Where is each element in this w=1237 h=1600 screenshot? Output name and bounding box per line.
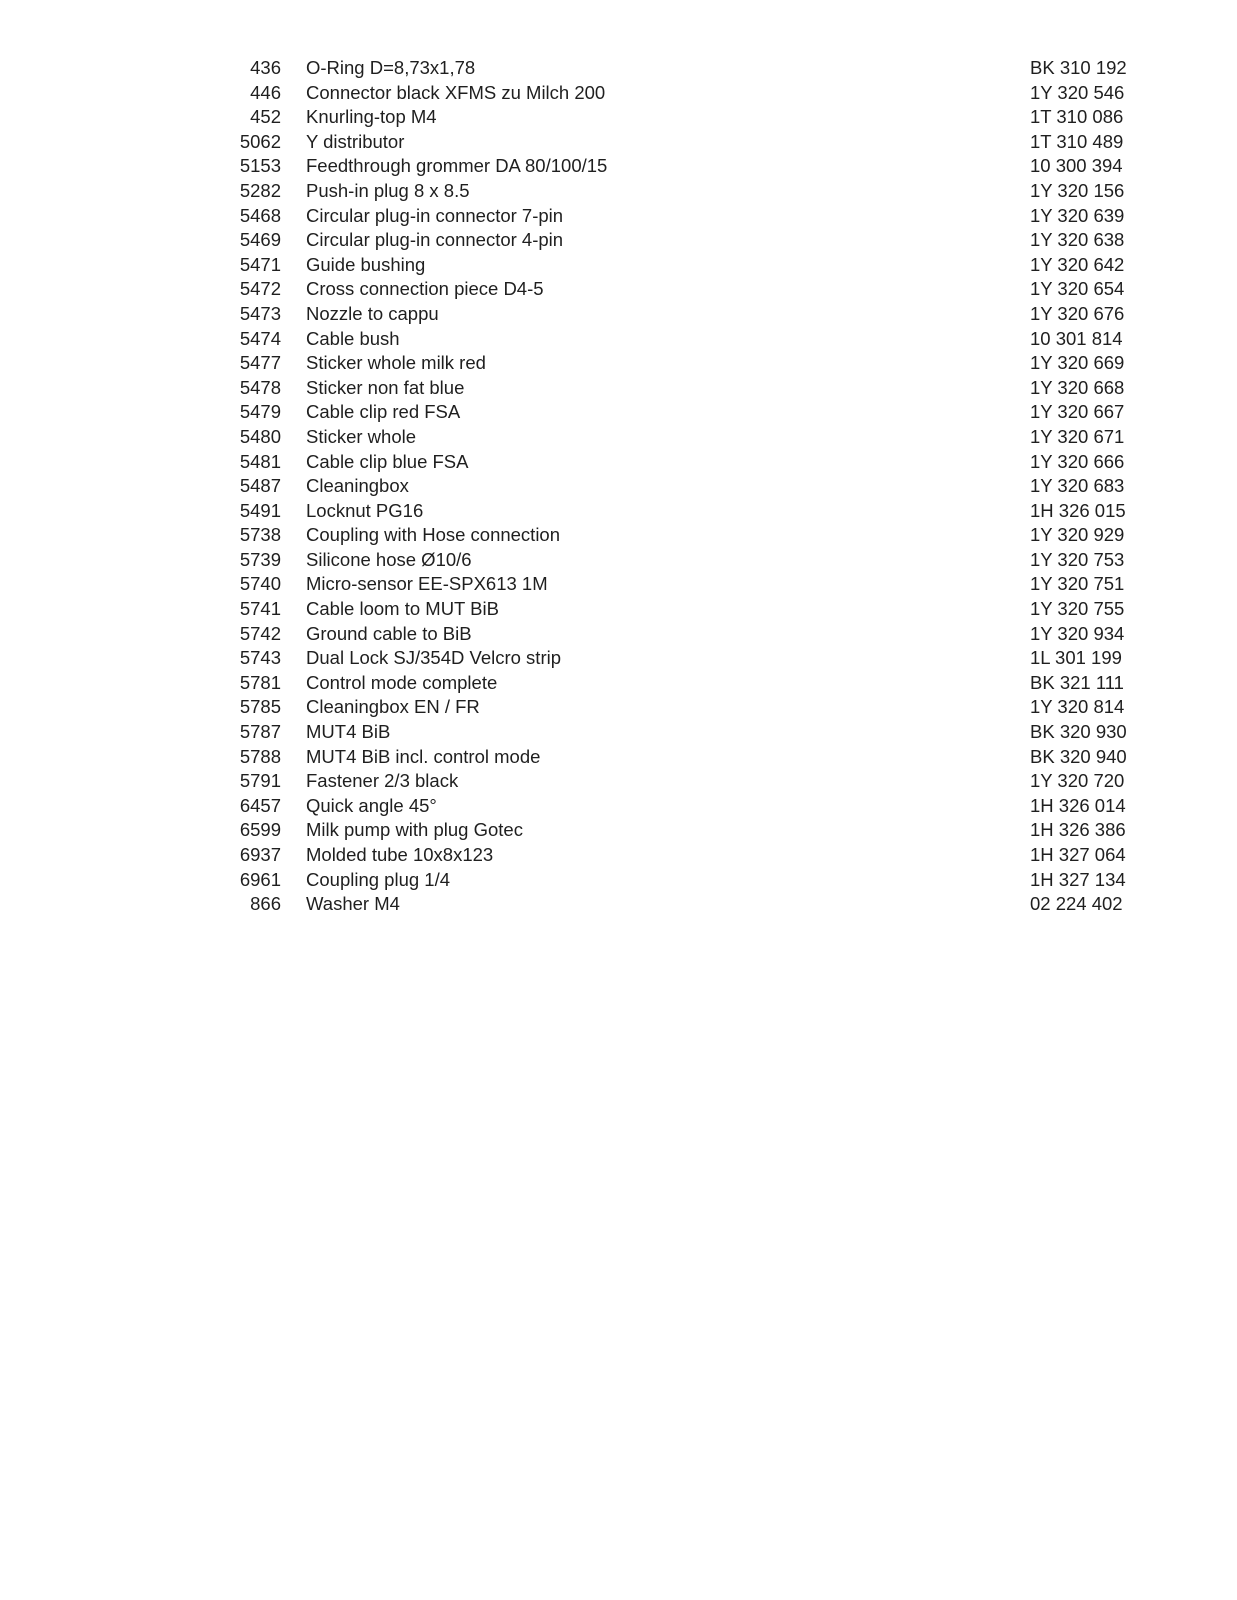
part-article-number: BK 320 940 — [1030, 745, 1127, 767]
part-row — [0, 892, 1237, 917]
part-row — [0, 376, 1237, 401]
part-description: Cleaningbox EN / FR — [306, 696, 480, 718]
part-description: Fastener 2/3 black — [306, 770, 459, 792]
part-article-number: 1Y 320 666 — [1030, 450, 1125, 472]
part-row — [0, 327, 1237, 352]
part-position-number: 5781 — [239, 671, 281, 693]
part-description: Quick angle 45° — [306, 794, 437, 816]
part-position-number: 5740 — [239, 573, 281, 595]
part-row — [0, 523, 1237, 548]
part-description: MUT4 BiB incl. control mode — [306, 745, 541, 767]
part-position-number: 5478 — [239, 376, 281, 398]
part-article-number: 1Y 320 639 — [1030, 204, 1125, 226]
part-position-number: 6457 — [239, 794, 281, 816]
part-position-number: 5479 — [239, 401, 281, 423]
part-position-number: 5487 — [239, 475, 281, 497]
part-row — [0, 130, 1237, 155]
part-row — [0, 253, 1237, 278]
part-article-number: BK 310 192 — [1030, 57, 1127, 78]
part-position-number: 5743 — [239, 647, 281, 669]
part-article-number: 1Y 320 676 — [1030, 302, 1125, 324]
part-row — [0, 572, 1237, 597]
part-position-number: 6961 — [239, 868, 281, 890]
part-article-number: 1H 326 015 — [1030, 499, 1126, 521]
part-position-number: 5741 — [239, 598, 281, 620]
part-article-number: BK 321 111 — [1030, 671, 1124, 693]
part-description: Cable clip blue FSA — [306, 450, 469, 472]
part-row — [0, 400, 1237, 425]
part-position-number: 5738 — [239, 524, 281, 546]
part-row — [0, 425, 1237, 450]
part-article-number: 1Y 320 755 — [1030, 598, 1125, 620]
part-article-number: 1Y 320 753 — [1030, 548, 1125, 570]
part-article-number: 1Y 320 751 — [1030, 573, 1125, 595]
part-row — [0, 843, 1237, 868]
part-position-number: 5787 — [239, 721, 281, 743]
part-position-number: 5491 — [239, 499, 281, 521]
part-position-number: 6599 — [239, 819, 281, 841]
part-description: Silicone hose Ø10/6 — [306, 548, 472, 570]
part-article-number: 1H 327 064 — [1030, 844, 1126, 865]
part-description: Cleaningbox — [306, 475, 409, 497]
part-position-number: 452 — [250, 106, 281, 128]
part-position-number: 5469 — [239, 229, 281, 251]
part-article-number: 1T 310 489 — [1030, 130, 1124, 152]
part-row — [0, 769, 1237, 794]
part-article-number: 10 301 814 — [1030, 327, 1123, 349]
part-row — [0, 105, 1237, 130]
part-description: Cross connection piece D4-5 — [306, 278, 544, 300]
part-article-number: 1T 310 086 — [1030, 106, 1124, 128]
part-row — [0, 794, 1237, 819]
part-article-number: 1H 326 014 — [1030, 794, 1126, 816]
part-row — [0, 868, 1237, 893]
part-description: Cable bush — [306, 327, 400, 349]
part-article-number: 02 224 402 — [1030, 893, 1123, 915]
part-row — [0, 228, 1237, 253]
part-description: Connector black XFMS zu Milch 200 — [306, 81, 606, 103]
part-row — [0, 597, 1237, 622]
part-position-number: 436 — [250, 57, 281, 78]
part-description: Feedthrough grommer DA 80/100/15 — [306, 155, 608, 177]
part-article-number: 1Y 320 669 — [1030, 352, 1125, 374]
part-position-number: 5477 — [239, 352, 281, 374]
part-row — [0, 548, 1237, 573]
part-article-number: 1Y 320 929 — [1030, 524, 1125, 546]
part-position-number: 5480 — [239, 425, 281, 447]
part-article-number: 1H 326 386 — [1030, 819, 1126, 841]
part-article-number: 1Y 320 667 — [1030, 401, 1125, 423]
part-article-number: 1L 301 199 — [1030, 647, 1122, 669]
part-article-number: 1Y 320 814 — [1030, 696, 1125, 718]
part-description: Push-in plug 8 x 8.5 — [306, 179, 470, 201]
part-position-number: 5473 — [239, 302, 281, 324]
part-position-number: 5474 — [239, 327, 281, 349]
part-description: Nozzle to cappu — [306, 302, 439, 324]
part-description: Molded tube 10x8x123 — [306, 844, 494, 865]
part-description: Control mode complete — [306, 671, 498, 693]
part-article-number: 1Y 320 654 — [1030, 278, 1125, 300]
part-article-number: 1Y 320 683 — [1030, 475, 1125, 497]
part-description: Ground cable to BiB — [306, 622, 472, 644]
part-article-number: 1H 327 134 — [1030, 868, 1126, 890]
part-description: Washer M4 — [306, 893, 400, 915]
part-position-number: 5739 — [239, 548, 281, 570]
part-description: Circular plug-in connector 7-pin — [306, 204, 564, 226]
part-position-number: 5282 — [239, 179, 281, 201]
part-row — [0, 204, 1237, 229]
part-article-number: BK 320 930 — [1030, 721, 1127, 743]
part-description: Cable clip red FSA — [306, 401, 461, 423]
part-article-number: 1Y 320 642 — [1030, 253, 1125, 275]
part-description: Circular plug-in connector 4-pin — [306, 229, 564, 251]
part-article-number: 1Y 320 671 — [1030, 425, 1125, 447]
part-description: MUT4 BiB — [306, 721, 391, 743]
part-description: Y distributor — [306, 130, 405, 152]
part-description: Sticker whole milk red — [306, 352, 486, 374]
part-row — [0, 56, 1237, 81]
part-row — [0, 818, 1237, 843]
part-description: Coupling with Hose connection — [306, 524, 561, 546]
part-position-number: 5788 — [239, 745, 281, 767]
part-position-number: 446 — [250, 81, 281, 103]
part-description: Milk pump with plug Gotec — [306, 819, 523, 841]
part-position-number: 5062 — [239, 130, 281, 152]
part-row — [0, 720, 1237, 745]
part-row — [0, 695, 1237, 720]
part-description: Sticker non fat blue — [306, 376, 465, 398]
part-position-number: 5153 — [239, 155, 281, 177]
part-description: Locknut PG16 — [306, 499, 424, 521]
part-row — [0, 474, 1237, 499]
part-row — [0, 302, 1237, 327]
part-article-number: 1Y 320 720 — [1030, 770, 1125, 792]
part-position-number: 866 — [250, 893, 281, 915]
part-description: Sticker whole — [306, 425, 417, 447]
part-row — [0, 745, 1237, 770]
part-position-number: 5481 — [239, 450, 281, 472]
part-article-number: 1Y 320 638 — [1030, 229, 1125, 251]
part-position-number: 5472 — [239, 278, 281, 300]
part-description: Cable loom to MUT BiB — [306, 598, 499, 620]
part-description: Guide bushing — [306, 253, 426, 275]
part-row — [0, 671, 1237, 696]
part-row — [0, 499, 1237, 524]
part-position-number: 5742 — [239, 622, 281, 644]
part-article-number: 1Y 320 546 — [1030, 81, 1125, 103]
part-row — [0, 646, 1237, 671]
part-position-number: 5785 — [239, 696, 281, 718]
part-row — [0, 277, 1237, 302]
part-row — [0, 450, 1237, 475]
part-description: Micro-sensor EE-SPX613 1M — [306, 573, 548, 595]
part-description: Coupling plug 1/4 — [306, 868, 450, 890]
parts-list — [0, 56, 1237, 917]
part-row — [0, 81, 1237, 106]
part-position-number: 5791 — [239, 770, 281, 792]
part-row — [0, 179, 1237, 204]
part-description: Dual Lock SJ/354D Velcro strip — [306, 647, 562, 669]
part-position-number: 5468 — [239, 204, 281, 226]
part-article-number: 10 300 394 — [1030, 155, 1123, 177]
part-row — [0, 154, 1237, 179]
part-article-number: 1Y 320 156 — [1030, 179, 1125, 201]
part-article-number: 1Y 320 668 — [1030, 376, 1125, 398]
part-row — [0, 622, 1237, 647]
part-row — [0, 351, 1237, 376]
part-article-number: 1Y 320 934 — [1030, 622, 1125, 644]
part-position-number: 5471 — [239, 253, 281, 275]
part-position-number: 6937 — [239, 844, 281, 865]
part-description: O-Ring D=8,73x1,78 — [306, 57, 476, 78]
part-description: Knurling-top M4 — [306, 106, 437, 128]
